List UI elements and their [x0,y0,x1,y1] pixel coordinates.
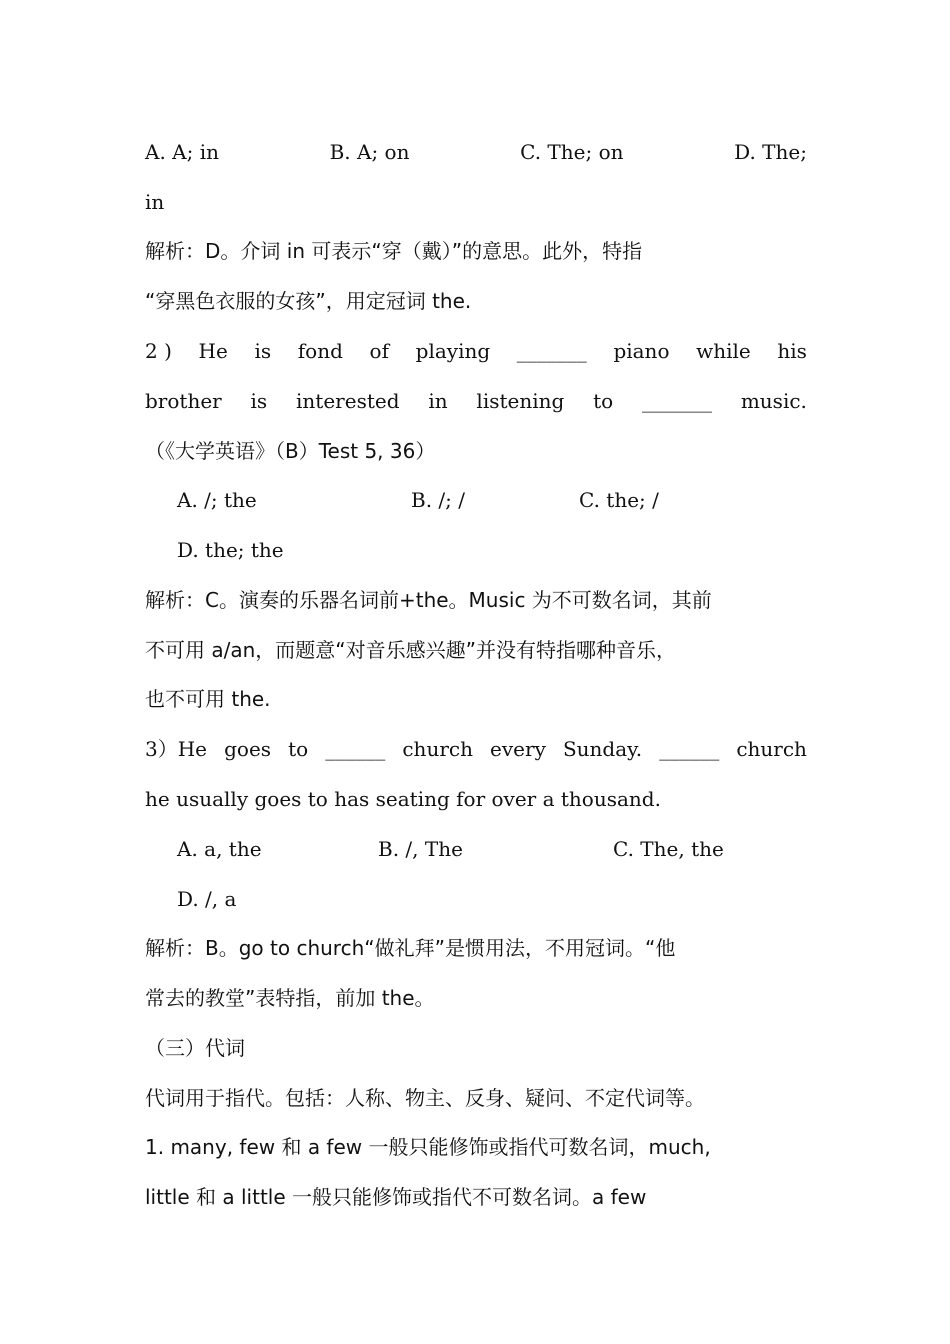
q3-stem-line-1 [145,736,807,762]
q3-option-d: D. /, a [177,887,237,911]
q3-analysis-line-1: 解析：B。go to church“做礼拜”是惯用法，不用冠词。“他 [145,936,676,960]
q2-analysis-line-1: 解析：C。演奏的乐器名词前+the。Music 为不可数名词，其前 [145,588,712,612]
q2-blank: _______ [642,389,713,413]
q2-word: music. [740,389,807,413]
section-heading: （三）代词 [145,1036,245,1060]
section-item-1-line-2: little 和 a little 一般只能修饰或指代不可数名词。a few [145,1185,647,1209]
q2-word: piano [613,339,670,363]
q3-word: 3）He [145,737,208,761]
q2-word: listening [476,389,565,413]
q1-analysis-line-1: 解析：D。介词 in 可表示“穿（戴）”的意思。此外，特指 [145,239,643,263]
q3-word: church [736,737,807,761]
q1-options-row [145,139,807,165]
q3-option-c: C. The, the [613,837,724,861]
q2-word: his [777,339,807,363]
q2-option-b: B. /; / [411,488,465,512]
section-intro: 代词用于指代。包括：人称、物主、反身、疑问、不定代词等。 [145,1086,705,1110]
q2-word: while [696,339,751,363]
section-item-1-line-1: 1. many, few 和 a few 一般只能修饰或指代可数名词，much, [145,1135,711,1159]
q1-option-a: A. A; in [145,140,219,164]
q2-word: 2 ) [145,339,172,363]
q3-blank: ______ [325,737,386,761]
q2-word: playing [415,339,491,363]
q3-word: to [288,737,309,761]
q2-analysis-line-3: 也不可用 the. [145,687,271,711]
q2-word: brother [145,389,222,413]
q3-word: church [402,737,473,761]
q3-stem-line-2: he usually goes to has seating for over a thousand. [145,787,661,811]
q1-option-d: D. The; [734,140,807,164]
q2-word: fond [297,339,343,363]
q3-word: goes [224,737,272,761]
q1-option-c: C. The; on [520,140,624,164]
q2-stem-line-2 [145,388,807,414]
q2-word: in [428,389,448,413]
q2-option-c: C. the; / [579,488,659,512]
q2-blank: _______ [516,339,587,363]
q3-analysis-line-2: 常去的教堂”表特指，前加 the。 [145,986,435,1010]
q2-word: interested [296,389,400,413]
q1-option-b: B. A; on [329,140,410,164]
q3-option-b: B. /, The [378,837,463,861]
q2-option-d: D. the; the [177,538,284,562]
q2-word: to [593,389,614,413]
q2-source: （《大学英语》（B）Test 5, 36） [145,439,436,463]
q2-option-a: A. /; the [177,488,257,512]
q2-word: He [198,339,228,363]
q3-blank: ______ [659,737,720,761]
q2-analysis-line-2: 不可用 a/an，而题意“对音乐感兴趣”并没有特指哪种音乐， [145,638,677,662]
q2-word: is [250,389,268,413]
q1-option-wrap: in [145,190,165,214]
q2-word: is [254,339,272,363]
q2-stem-line-1 [145,338,807,364]
q2-word: of [369,339,389,363]
q3-word: Sunday. [562,737,643,761]
q1-analysis-line-2: “穿黑色衣服的女孩”，用定冠词 the. [145,289,472,313]
q3-option-a: A. a, the [177,837,262,861]
q3-word: every [490,737,546,761]
